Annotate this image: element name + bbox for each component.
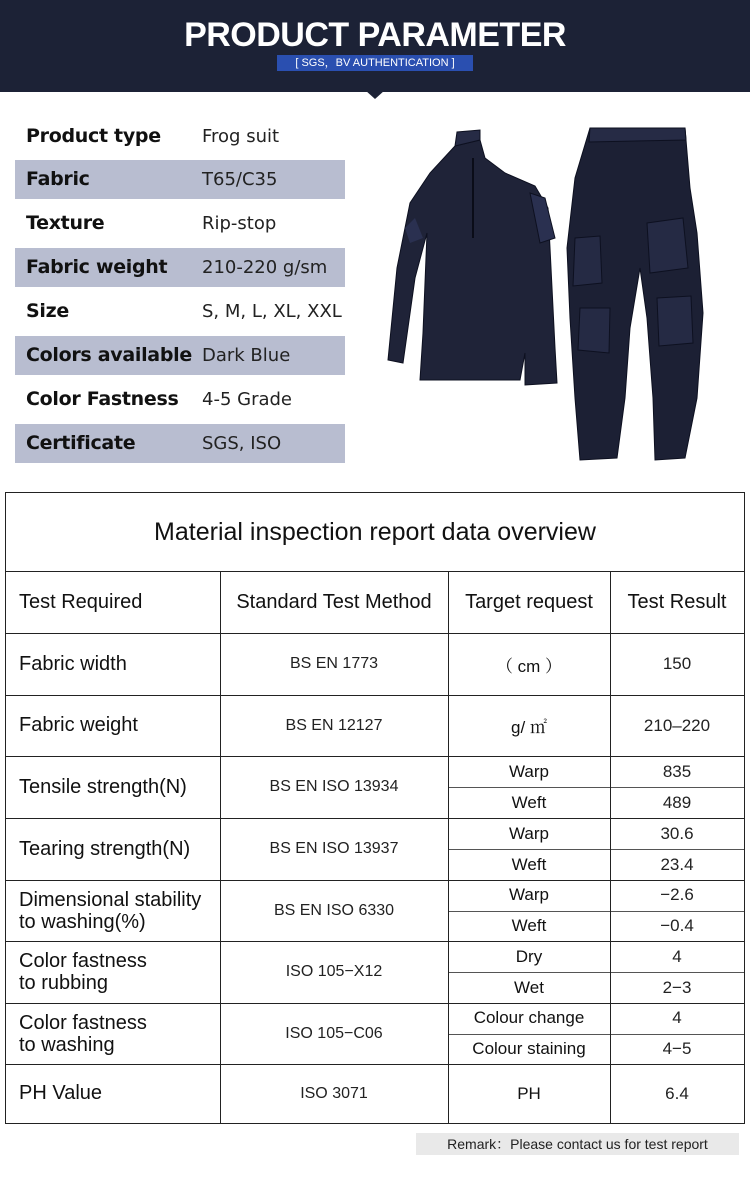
column-header: Test Required [19,591,143,613]
result-cell: 150 [662,654,692,673]
page-title: PRODUCT PARAMETER [184,16,566,54]
frog-suit-image [385,118,720,468]
parameter-label: Texture [26,212,105,234]
result-cell: 4 [672,1008,682,1028]
column-header: Target request [465,591,593,613]
target-cell: PH [517,1083,541,1103]
table-rule [448,1034,744,1035]
result-cell: 6.4 [665,1083,689,1103]
parameter-row [15,160,345,199]
parameter-value: Frog suit [202,126,280,147]
test-name-cell: PH Value [19,1082,103,1104]
target-cell: Colour staining [472,1038,586,1058]
parameter-value: S, M, L, XL, XXL [202,301,342,322]
parameter-row [15,424,345,463]
target-cell: Warp [509,823,549,843]
column-header: Test Result [627,591,727,613]
method-cell: ISO 105−C06 [285,1024,383,1042]
result-cell: 210–220 [643,715,711,735]
parameter-label: Color Fastness [26,388,179,410]
table-rule [448,911,744,912]
target-cell: Weft [511,915,547,935]
result-cell: 4−5 [662,1038,692,1058]
result-cell: 4 [672,946,682,966]
test-name-cell: Dimensional stability to washing(%) [19,888,202,933]
report-title: Material inspection report data overview [6,493,744,572]
target-cell: Warp [509,885,549,905]
parameter-value: Rip-stop [202,213,277,234]
result-cell: 2−3 [662,977,692,997]
test-name-cell: Color fastness to rubbing [19,950,147,994]
method-cell: BS EN 1773 [289,655,379,672]
method-cell: ISO 3071 [300,1084,368,1102]
pants-shape [567,128,703,460]
remark-note: Remark：Please contact us for test report [416,1133,739,1155]
method-cell: BS EN ISO 13937 [269,840,399,857]
target-cell: Dry [515,946,543,966]
parameter-label: Fabric weight [26,256,168,278]
inspection-report-table [5,492,745,1124]
target-cell: Colour change [473,1008,585,1028]
target-cell: Weft [511,792,547,812]
parameter-row [15,380,345,419]
table-rule [448,787,744,788]
parameter-value: 4-5 Grade [202,389,292,410]
method-cell: BS EN ISO 13934 [269,778,399,795]
table-divider [610,572,611,1123]
parameter-row [15,204,345,243]
banner-pointer [365,90,385,99]
test-name-cell: Tearing strength(N) [19,837,191,860]
parameter-row [15,248,345,287]
result-cell: 30.6 [660,823,694,843]
result-cell: 489 [662,792,692,812]
method-cell: BS EN 12127 [285,716,383,734]
table-divider [448,572,449,1123]
parameter-label: Colors available [26,344,192,366]
parameter-value: T65/C35 [202,169,278,190]
parameter-value: SGS, ISO [202,433,282,454]
test-name-cell: Fabric width [19,652,127,675]
table-rule [448,972,744,973]
target-cell: Warp [509,761,549,781]
test-name-cell: Fabric weight [19,714,138,736]
parameter-label: Fabric [26,168,90,190]
parameter-row [15,292,345,331]
parameter-value: 210-220 g/sm [202,257,328,278]
result-cell: 23.4 [660,854,694,874]
authentication-badge: [ SGS，BV AUTHENTICATION ] [277,55,473,71]
header-banner [0,0,750,92]
test-name-cell: Color fastness to washing [19,1011,147,1056]
method-cell: ISO 105−X12 [285,963,383,980]
method-cell: BS EN ISO 6330 [273,901,395,919]
target-cell: g/ ㎡ [511,718,547,737]
result-cell: −0.4 [660,915,694,935]
parameter-label: Product type [26,125,161,147]
column-header: Standard Test Method [236,591,432,613]
table-divider [220,572,221,1123]
result-cell: −2.6 [660,885,694,905]
parameter-label: Certificate [26,432,136,454]
target-cell: Weft [511,854,547,874]
target-cell: Wet [514,977,544,997]
parameter-value: Dark Blue [202,345,291,366]
parameter-row [15,117,345,156]
result-cell: 835 [662,761,692,781]
table-rule [448,849,744,850]
target-cell: （ cm ） [495,656,563,676]
parameter-label: Size [26,300,69,322]
parameter-row [15,336,345,375]
test-name-cell: Tensile strength(N) [19,775,187,798]
